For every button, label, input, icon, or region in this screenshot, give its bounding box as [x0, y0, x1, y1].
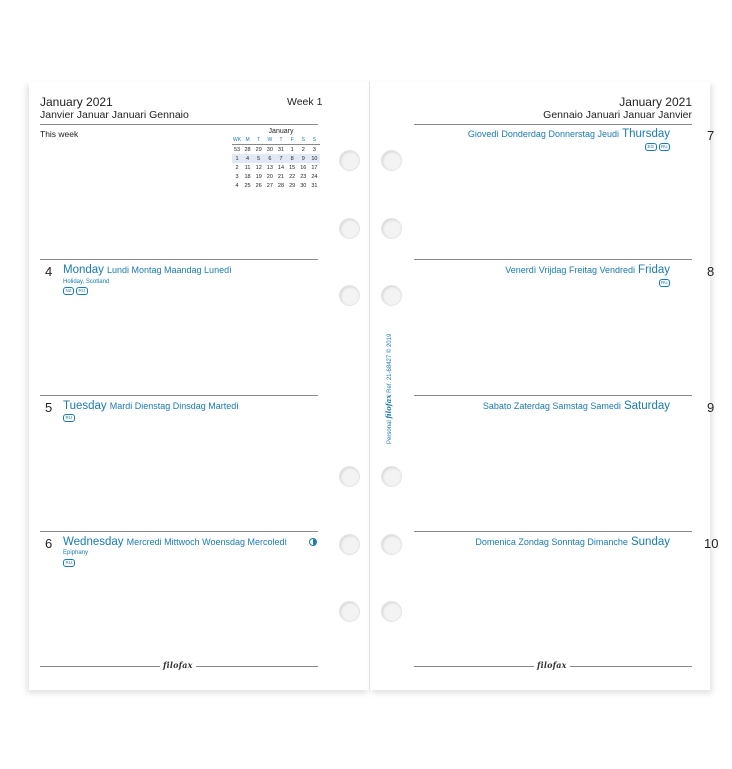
day-rule [40, 531, 318, 532]
mini-date: 2 [301, 146, 305, 153]
mini-date: 17 [311, 164, 318, 171]
mini-date: 28 [277, 182, 285, 189]
filofax-logo: filofax [534, 660, 570, 670]
mini-header-wk: WK [232, 136, 242, 143]
mini-week-number: 2 [235, 164, 239, 171]
mini-header-day: W [264, 135, 275, 145]
header-rule [40, 124, 318, 125]
mini-header-day: M [242, 135, 253, 145]
mini-date: 27 [266, 182, 273, 189]
country-badge: RU [659, 143, 671, 151]
mini-date: 22 [289, 173, 296, 180]
day-name-translations: Mardi Dienstag Dinsdag Martedì [109, 401, 239, 411]
mini-date: 28 [244, 146, 251, 153]
mini-week-row-current [232, 154, 320, 163]
mini-date: 16 [300, 164, 307, 171]
day-number-tuesday: 5 [45, 400, 53, 415]
day-name: Thursday [622, 128, 670, 140]
mini-date: 11 [244, 164, 251, 171]
moon-phase-icon [309, 538, 317, 546]
right-page [370, 82, 710, 690]
country-badge: EG [645, 143, 657, 151]
day-name: Monday [63, 264, 104, 276]
mini-date: 13 [266, 164, 273, 171]
day-name-sunday [475, 536, 670, 548]
spine-brand: filofax [384, 394, 393, 419]
mini-date: 9 [298, 154, 309, 163]
day-name-translations: Domenica Zondag Sonntag Dimanche [475, 537, 628, 547]
spine-copyright: © 2019 [387, 333, 393, 354]
mini-week-number: 1 [232, 154, 242, 163]
day-rule [40, 259, 318, 260]
mini-calendar [232, 128, 320, 190]
day-name-translations: Venerdì Vrijdag Freitag Vendredi [505, 265, 635, 275]
mini-week-number: 3 [235, 173, 239, 180]
mini-date: 29 [289, 182, 296, 189]
week-label: Week 1 [287, 96, 323, 108]
day-name-translations: Mercredi Mittwoch Woensdag Mercoledì [126, 537, 287, 547]
day-name: Friday [638, 264, 670, 276]
mini-header-day: T [275, 135, 286, 145]
mini-date: 23 [300, 173, 307, 180]
mini-date: 31 [311, 182, 318, 189]
day-name-translations: Giovedì Donderdag Donnerstag Jeudi [467, 129, 619, 139]
country-badge: RU [63, 414, 75, 422]
day-name: Wednesday [63, 536, 124, 548]
day-number-wednesday: 6 [45, 536, 53, 551]
filofax-logo: filofax [160, 660, 196, 670]
mini-week-row [232, 181, 320, 190]
punch-hole [339, 601, 360, 622]
day-number-thursday: 7 [707, 128, 715, 143]
mini-date: 25 [244, 182, 251, 189]
punch-hole [381, 466, 402, 487]
mini-date: 18 [244, 173, 251, 180]
holiday-badges [63, 414, 75, 422]
mini-date: 26 [255, 182, 262, 189]
punch-hole [381, 285, 402, 306]
mini-week-row [232, 163, 320, 172]
mini-date: 1 [290, 146, 294, 153]
this-week-label: This week [40, 129, 79, 139]
day-number-sunday: 10 [704, 536, 719, 551]
mini-date: 8 [287, 154, 298, 163]
right-month-title: January 2021 [619, 95, 692, 109]
mini-header-day: F [287, 135, 298, 145]
mini-week-row [232, 172, 320, 181]
mini-date: 19 [255, 173, 262, 180]
right-month-translations: Gennaio Januari Januar Janvier [543, 109, 692, 121]
mini-calendar-title: January [268, 128, 294, 135]
mini-date: 4 [242, 154, 253, 163]
mini-week-row [232, 145, 320, 155]
mini-date: 3 [312, 146, 316, 153]
day-name-saturday [483, 400, 670, 412]
day-name-friday [505, 264, 670, 276]
day-name-thursday [468, 128, 670, 140]
mini-date: 10 [309, 154, 320, 163]
mini-date: 30 [300, 182, 307, 189]
punch-hole [381, 601, 402, 622]
punch-hole [381, 534, 402, 555]
punch-hole [339, 150, 360, 171]
mini-date: 21 [277, 173, 285, 180]
mini-header-day: S [298, 135, 309, 145]
holiday-badges [63, 287, 88, 295]
mini-calendar-grid [232, 135, 320, 190]
mini-date: 15 [289, 164, 296, 171]
mini-header-day: S [309, 135, 320, 145]
punch-hole [339, 534, 360, 555]
mini-date: 6 [264, 154, 275, 163]
holiday-badges [659, 279, 671, 287]
day-rule [40, 395, 318, 396]
day-name: Sunday [630, 536, 670, 548]
country-badge: RU [76, 287, 88, 295]
mini-date: 12 [255, 164, 262, 171]
country-badge: RU [659, 279, 671, 287]
punch-hole [381, 150, 402, 171]
mini-date: 20 [266, 173, 273, 180]
spine-ref: Ref. 21-68427 [387, 354, 393, 393]
mini-date: 24 [311, 173, 318, 180]
spine-reference-text [384, 334, 393, 444]
punch-hole [381, 218, 402, 239]
mini-week-number: 53 [233, 146, 241, 153]
day-name-monday [63, 264, 232, 276]
left-month-title: January 2021 [40, 95, 113, 109]
day-name: Saturday [623, 400, 670, 412]
mini-date: 14 [277, 164, 285, 171]
punch-hole [339, 285, 360, 306]
page-spine [369, 82, 370, 690]
spine-size: Personal [387, 420, 393, 444]
mini-date: 30 [266, 146, 273, 153]
day-number-monday: 4 [45, 264, 53, 279]
day-rule [414, 531, 692, 532]
mini-week-number: 4 [235, 182, 239, 189]
holiday-badges [645, 143, 670, 151]
day-number-saturday: 9 [707, 400, 715, 415]
day-name-tuesday [63, 400, 239, 412]
country-badge: RU [63, 559, 75, 567]
day-note: Holiday, Scotland [63, 279, 110, 285]
day-name-translations: Lundi Montag Maandag Lunedì [106, 265, 232, 275]
punch-hole [339, 466, 360, 487]
mini-date: 29 [255, 146, 262, 153]
day-rule [414, 259, 692, 260]
punch-hole [339, 218, 360, 239]
mini-date: 5 [253, 154, 264, 163]
mini-date: 7 [275, 154, 286, 163]
mini-date: 31 [277, 146, 285, 153]
header-rule [414, 124, 692, 125]
mini-header-day: T [253, 135, 264, 145]
day-note: Epiphany [63, 550, 89, 556]
country-badge: NZ [63, 287, 74, 295]
holiday-badges [63, 559, 75, 567]
left-month-translations: Janvier Januar Januari Gennaio [40, 109, 189, 121]
day-name: Tuesday [63, 400, 107, 412]
day-name-wednesday [63, 536, 287, 548]
day-rule [414, 395, 692, 396]
day-number-friday: 8 [707, 264, 715, 279]
day-name-translations: Sabato Zaterdag Samstag Samedi [482, 401, 621, 411]
